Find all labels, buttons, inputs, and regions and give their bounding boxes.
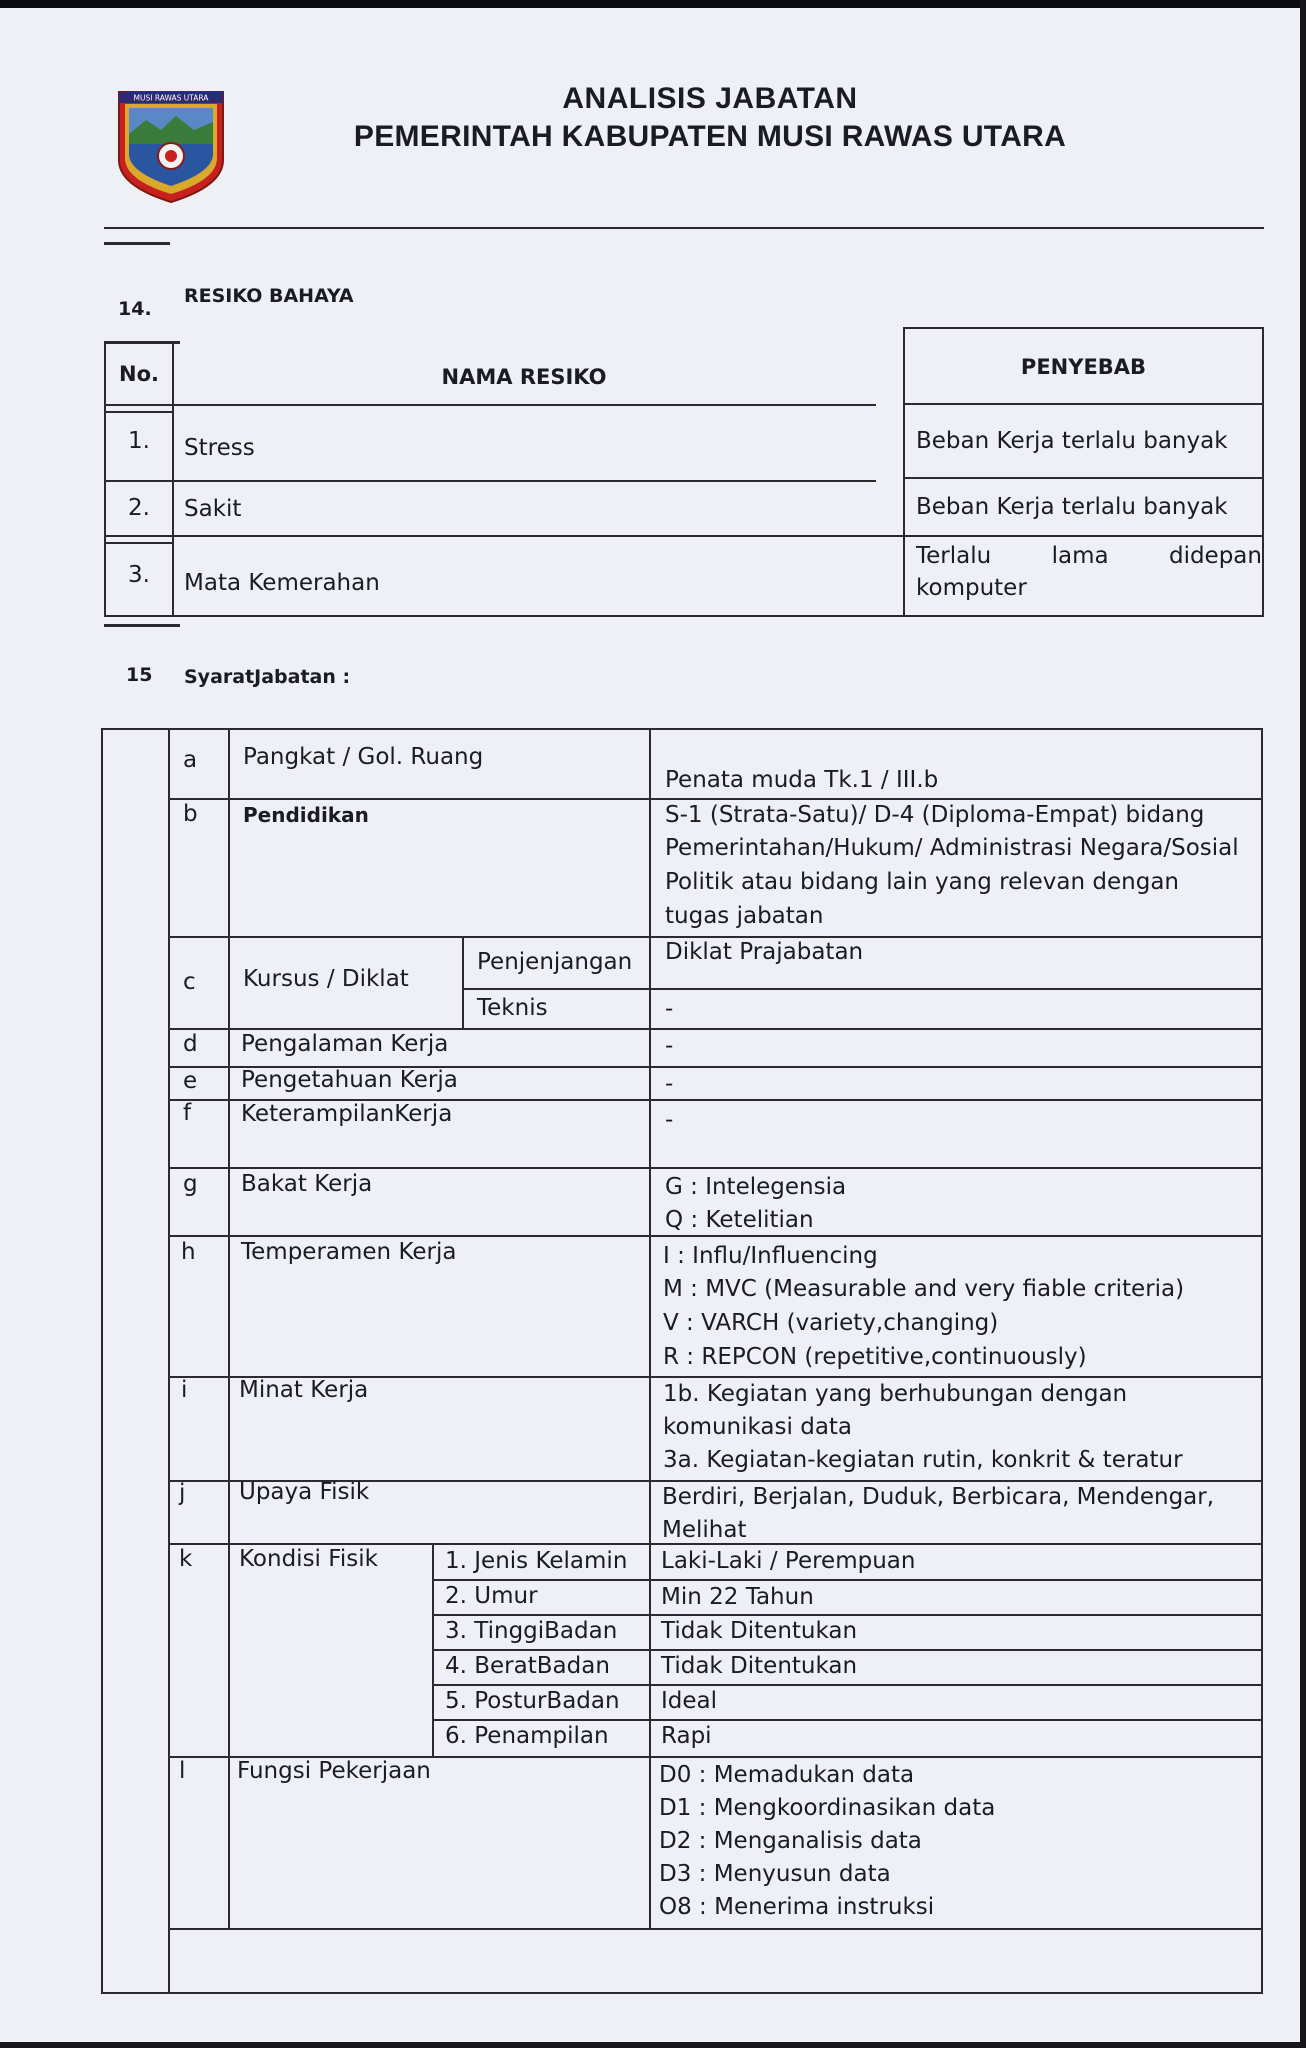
document-header <box>290 82 1130 154</box>
page-edge <box>0 2042 1306 2048</box>
requirement-value-line: M : MVC (Measurable and very fiable criteria) <box>663 1276 1185 1302</box>
row-letter: a <box>183 747 198 773</box>
requirement-label: Pengalaman Kerja <box>241 1031 449 1057</box>
requirement-value-line: D0 : Memadukan data <box>659 1762 915 1788</box>
requirement-value-line: 1b. Kegiatan yang berhubungan dengan <box>663 1381 1128 1407</box>
risk-name: Stress <box>184 435 255 461</box>
requirement-value-line: D1 : Mengkoordinasikan data <box>659 1795 996 1821</box>
requirement-label: Temperamen Kerja <box>241 1239 457 1265</box>
row-letter: b <box>183 801 198 827</box>
risk-name: Sakit <box>184 496 242 522</box>
row-letter: e <box>183 1068 198 1094</box>
row-letter: c <box>183 969 196 995</box>
requirement-value-line: I : Influ/Influencing <box>663 1243 878 1269</box>
requirement-value: Diklat Prajabatan <box>665 939 864 965</box>
requirement-label: Kursus / Diklat <box>243 966 409 992</box>
requirement-value: Min 22 Tahun <box>661 1584 814 1610</box>
requirement-value-line: Berdiri, Berjalan, Duduk, Berbicara, Mendengar, <box>662 1484 1215 1510</box>
col-header-no: No. <box>119 362 159 386</box>
requirement-label: KeterampilanKerja <box>241 1101 453 1127</box>
requirement-sublabel: 5. PosturBadan <box>445 1688 620 1714</box>
requirement-value-line: Melihat <box>662 1517 747 1543</box>
requirement-value: Penata muda Tk.1 / III.b <box>665 767 939 793</box>
page-edge <box>0 0 1306 8</box>
requirement-value-line: S-1 (Strata-Satu)/ D-4 (Diploma-Empat) bidang <box>665 802 1205 828</box>
requirement-value-line: O8 : Menerima instruksi <box>659 1894 935 1920</box>
row-letter: l <box>179 1758 186 1784</box>
col-header-risk-name: NAMA RESIKO <box>441 365 607 389</box>
section-15-title: SyaratJabatan : <box>184 666 351 688</box>
requirement-label: Kondisi Fisik <box>239 1546 378 1572</box>
header-divider-short <box>104 242 170 245</box>
requirement-value-line: D2 : Menganalisis data <box>659 1828 922 1854</box>
requirement-label: Pendidikan <box>243 803 369 827</box>
requirement-value: - <box>665 996 674 1022</box>
row-number: 2. <box>128 495 150 521</box>
requirement-value-line: V : VARCH (variety,changing) <box>663 1310 999 1336</box>
requirement-value-line: Politik atau bidang lain yang relevan dengan <box>665 869 1179 895</box>
requirements-table <box>101 728 1263 1994</box>
requirement-value-line: G : Intelegensia <box>665 1174 847 1200</box>
logo-text: MUSI RAWAS UTARA <box>133 93 209 103</box>
requirement-value: - <box>665 1071 674 1097</box>
requirement-sublabel: 3. TinggiBadan <box>445 1618 618 1644</box>
requirement-value-line: 3a. Kegiatan-kegiatan rutin, konkrit & teratur <box>663 1447 1183 1473</box>
requirement-value-line: komunikasi data <box>663 1414 853 1440</box>
page-edge <box>1300 0 1306 2048</box>
requirement-sublabel: Penjenjangan <box>477 949 633 975</box>
requirement-value: Ideal <box>661 1688 718 1714</box>
row-letter: i <box>181 1377 188 1403</box>
risk-name: Mata Kemerahan <box>184 570 380 596</box>
row-letter: f <box>183 1100 192 1126</box>
requirement-label: Bakat Kerja <box>241 1171 373 1197</box>
requirement-label: Upaya Fisik <box>239 1479 370 1505</box>
row-letter: k <box>179 1546 193 1572</box>
requirement-value: - <box>665 1107 674 1133</box>
requirement-sublabel: 4. BeratBadan <box>445 1653 610 1679</box>
requirement-value-line: Q : Ketelitian <box>665 1207 814 1233</box>
row-number: 1. <box>128 427 150 454</box>
requirement-label: Fungsi Pekerjaan <box>237 1758 431 1784</box>
requirement-sublabel: 2. Umur <box>445 1583 538 1609</box>
requirement-value-line: tugas jabatan <box>665 903 824 929</box>
risk-cause: Beban Kerja terlalu banyak <box>916 428 1228 454</box>
page-title: ANALISIS JABATAN <box>562 82 858 115</box>
row-letter: d <box>183 1031 198 1057</box>
requirement-value-line: D3 : Menyusun data <box>659 1861 891 1887</box>
requirement-value-line: R : REPCON (repetitive,continuously) <box>663 1344 1087 1370</box>
col-header-cause: PENYEBAB <box>1020 355 1147 379</box>
section-14-number: 14. <box>118 298 152 320</box>
risk-table <box>104 327 1264 617</box>
risk-cause: Terlalu lama didepan komputer <box>916 543 1262 601</box>
requirement-sublabel: 1. Jenis Kelamin <box>445 1548 628 1574</box>
requirement-value: - <box>665 1033 674 1059</box>
requirement-label: Pengetahuan Kerja <box>241 1067 458 1093</box>
section-14-title: RESIKO BAHAYA <box>184 285 354 307</box>
requirement-value: Tidak Ditentukan <box>661 1618 858 1644</box>
requirement-value: Rapi <box>661 1723 712 1749</box>
section-15-number: 15 <box>126 664 153 686</box>
requirement-sublabel: 6. Penampilan <box>445 1723 609 1749</box>
requirement-sublabel: Teknis <box>477 995 548 1021</box>
row-letter: h <box>181 1239 196 1265</box>
requirement-value: Laki-Laki / Perempuan <box>661 1548 916 1574</box>
requirement-value: Tidak Ditentukan <box>661 1653 858 1679</box>
page-subtitle: PEMERINTAH KABUPATEN MUSI RAWAS UTARA <box>353 120 1067 153</box>
row-number: 3. <box>128 562 150 588</box>
header-divider <box>104 227 1264 229</box>
row-letter: j <box>179 1480 186 1506</box>
requirement-label: Pangkat / Gol. Ruang <box>243 744 484 770</box>
requirement-label: Minat Kerja <box>239 1377 369 1403</box>
regency-emblem-icon <box>116 90 226 204</box>
risk-cause: Beban Kerja terlalu banyak <box>916 494 1228 520</box>
row-letter: g <box>183 1171 198 1197</box>
requirement-value-line: Pemerintahan/Hukum/ Administrasi Negara/Sosial <box>665 835 1239 861</box>
